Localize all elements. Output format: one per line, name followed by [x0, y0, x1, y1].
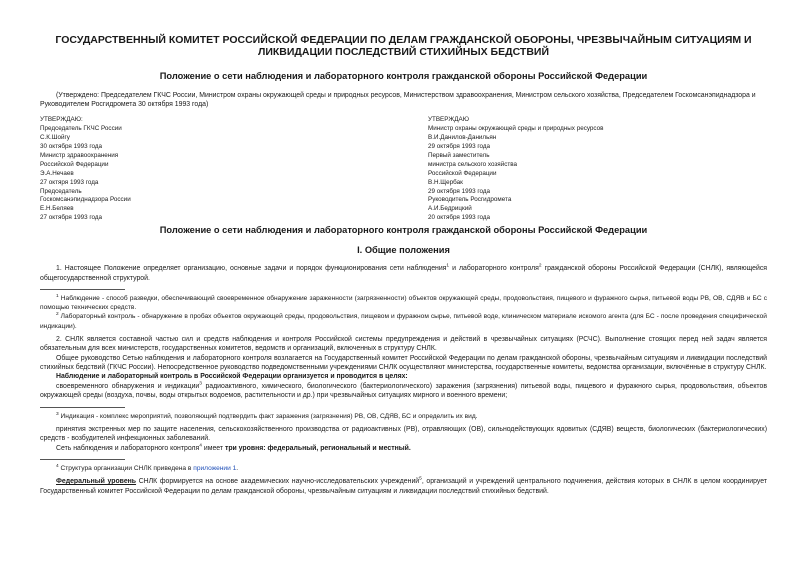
- signature-left-line: УТВЕРЖДАЮ:: [40, 116, 83, 124]
- footnote-ref-5[interactable]: 5: [419, 476, 422, 482]
- paragraph-detection: [40, 382, 767, 401]
- footnote-ref-2[interactable]: 2: [538, 263, 542, 269]
- footnote-ref-4[interactable]: 4: [199, 443, 202, 449]
- approval-note: (Утверждено: Председателем ГКЧС России, Министром охраны окружающей среды и природных ресурсов, Министерством здравоохранения, Министром сельского хозяйства, Председателем Госкомсанэпиднадзора и Руководителем Росгидромета 30 октября 1993 года): [40, 92, 756, 109]
- footnote-mark-3: 3: [56, 411, 59, 417]
- paragraph-federal-level: [40, 477, 767, 496]
- footnote-ref-1[interactable]: 1: [446, 263, 450, 269]
- footnote-divider-2: [40, 407, 125, 408]
- footnote-mark-1: 1: [56, 293, 59, 299]
- signature-left-line: Госкомсанэпиднадзора России: [40, 196, 131, 204]
- signature-left-line: Министр здравоохранения: [40, 151, 119, 159]
- document-subtitle: Положение о сети наблюдения и лабораторного контроля гражданской обороны Российской Федерации: [159, 71, 648, 81]
- federal-level-label: Федеральный уровень: [56, 478, 137, 486]
- signature-left-line: Э.А.Нечаев: [40, 169, 74, 177]
- footnote-1-text: Наблюдение - способ разведки, обеспечивающий своевременное обнаружение зараженности (загрязненности) объектов окружающей среды, продовольствия, пищевого и фуражного сырья, питьевой воды РВ, ОВ, СДЯВ и БС с помощью технических средств.: [40, 294, 767, 312]
- signature-left-line: Председатель: [40, 187, 82, 195]
- signature-right-line: министра сельского хозяйства: [428, 160, 518, 168]
- signature-right-line: В.Н.Щербак: [428, 178, 463, 186]
- paragraph-2: 2. СНЛК является составной частью сил и средств наблюдения и контроля Российской системы предупреждения и действий в чрезвычайных ситуациях (РСЧС). Выполнение стоящих перед ней задач является обязательным для всех министерств, государственных комитетов, ведомств и организаций, включенных в структуру СНЛК.: [40, 335, 767, 353]
- signature-left-line: Российской Федерации: [40, 160, 109, 168]
- signature-left-line: Е.Н.Беляев: [40, 205, 74, 213]
- document-page: [40, 34, 767, 496]
- footnote-4-text-a: Структура организации СНЛК приведена в: [58, 465, 194, 473]
- p8-text-a: СНЛК формируется на основе академических научно-исследовательских учреждений: [136, 478, 420, 486]
- signature-left-line: 27 октября 1993 года: [40, 214, 103, 222]
- signature-left-line: 30 октября 1993 года: [40, 143, 103, 151]
- p7-text-a: Сеть наблюдения и лабораторного контроля: [56, 444, 200, 452]
- signature-right-line: Министр охраны окружающей среды и природных ресурсов: [428, 125, 604, 133]
- section-title: I. Общие положения: [357, 245, 450, 256]
- p1-text-c: гражданской обороны Российской Федерации (СНЛК), являющейся общегосударственной структурой.: [40, 265, 767, 282]
- signature-right-line: В.И.Данилов-Данильян: [428, 134, 497, 142]
- signature-left-line: С.К.Шойгу: [40, 134, 70, 142]
- footnote-3-text: Индикация - комплекс мероприятий, позволяющий подтвердить факт заражения (загрязнения) РВ, ОВ, СДЯВ, БС и определить их вид.: [58, 412, 478, 420]
- footnote-2: [40, 312, 767, 330]
- footnote-mark-2: 2: [56, 312, 59, 318]
- regulation-title: Положение о сети наблюдения и лабораторного контроля гражданской обороны Российской Федерации: [159, 225, 648, 236]
- paragraph-goals-heading: Наблюдение и лабораторный контроль в Российской Федерации организуется и проводится в целях:: [56, 373, 408, 381]
- signature-right-line: УТВЕРЖДАЮ: [428, 116, 470, 124]
- signatures-right: [428, 116, 767, 223]
- p8-text-b: , организаций и учреждений центрального подчинения, действия которых в СНЛК в целом координирует Государственный комитет Российской Федерации по делам гражданской обороны, чрезвычайным ситуациям и ликвидации последствий стихийных бедствий.: [40, 478, 767, 495]
- p7-text-b: имеет: [201, 444, 225, 452]
- paragraph-levels: [40, 444, 767, 453]
- signature-left-line: 27 октяря 1993 года: [40, 178, 99, 186]
- footnote-3: [40, 412, 767, 421]
- signature-right-line: Российской Федерации: [428, 169, 497, 177]
- p1-text-b: и лабораторного контроля: [449, 265, 539, 273]
- signature-right-line: А.И.Бедрицкий: [428, 205, 472, 213]
- footnote-4: [40, 464, 767, 473]
- signatures-block: [40, 116, 767, 223]
- signature-left-line: Председатель ГКЧС России: [40, 125, 122, 133]
- footnote-mark-4: 4: [56, 463, 59, 469]
- footnote-divider-3: [40, 459, 125, 460]
- footnote-divider: [40, 289, 125, 290]
- signatures-left: [40, 116, 428, 223]
- p1-text-a: 1. Настоящее Положение определяет организацию, основные задачи и порядок функционирования сети наблюдения: [56, 265, 447, 273]
- signature-right-line: Первый заместитель: [428, 151, 490, 159]
- main-title: ГОСУДАРСТВЕННЫЙ КОМИТЕТ РОССИЙСКОЙ ФЕДЕРАЦИИ ПО ДЕЛАМ ГРАЖДАНСКОЙ ОБОРОНЫ, ЧРЕЗВЫЧАЙНЫМ СИТУАЦИЯМ И ЛИКВИДАЦИИ ПОСЛЕДСТВИЙ СТИХИЙНЫХ БЕДСТВИЙ: [55, 34, 752, 58]
- footnote-4-text-b: .: [236, 465, 239, 473]
- signature-right-line: Руководитель Росгидромета: [428, 196, 512, 204]
- signature-right-line: 29 октября 1993 года: [428, 143, 491, 151]
- footnote-ref-3[interactable]: 3: [199, 381, 202, 387]
- footnote-1: [40, 294, 767, 312]
- signature-right-line: 20 октября 1993 года: [428, 214, 491, 222]
- signature-right-line: 29 октября 1993 года: [428, 187, 491, 195]
- p5-text-a: своевременного обнаружения и индикации: [56, 382, 200, 390]
- paragraph-1: [40, 264, 767, 283]
- appendix-1-link[interactable]: приложении 1: [193, 465, 237, 473]
- paragraph-3: Общее руководство Сетью наблюдения и лабораторного контроля возлагается на Государственный комитет Российской Федерации по делам гражданской обороны, чрезвычайным ситуациям и ликвидации последствий стихийных бедствий (ГКЧС России). Непосредственное руководство подведомственными учреждениями СНЛК осуществляют министерства, государственные комитеты, ведомства организации, включённые в структуру СНЛК.: [40, 354, 767, 372]
- footnote-2-text: Лабораторный контроль - обнаружение в пробах объектов окружающей среды, продовольствия, пищевом и фуражном сырье, питьевой воде, клиническом материале искомого агента (для БС - после проведения специфической индикации).: [40, 313, 767, 330]
- p7-levels-bold: три уровня: федеральный, региональный и местный.: [224, 444, 411, 452]
- p5-text-b: радиоактивного, химического, биологического (бактериологического) заражения (загрязнения) питьевой воды, пищевого и фуражного сырья, продовольствия, объектов окружающей среды (воздуха, почвы, воды открытых водоемов, растительности и др.) при чрезвычайных ситуациях мирного и военного времени;: [40, 382, 767, 400]
- paragraph-measures: принятия экстренных мер по защите населения, сельскохозяйственного производства от радиоактивных (РВ), отравляющих (ОВ), сильнодействующих ядовитых (СДЯВ) веществ, биологических (бактериологических) средств - возбудителей инфекционных заболеваний.: [40, 425, 767, 443]
